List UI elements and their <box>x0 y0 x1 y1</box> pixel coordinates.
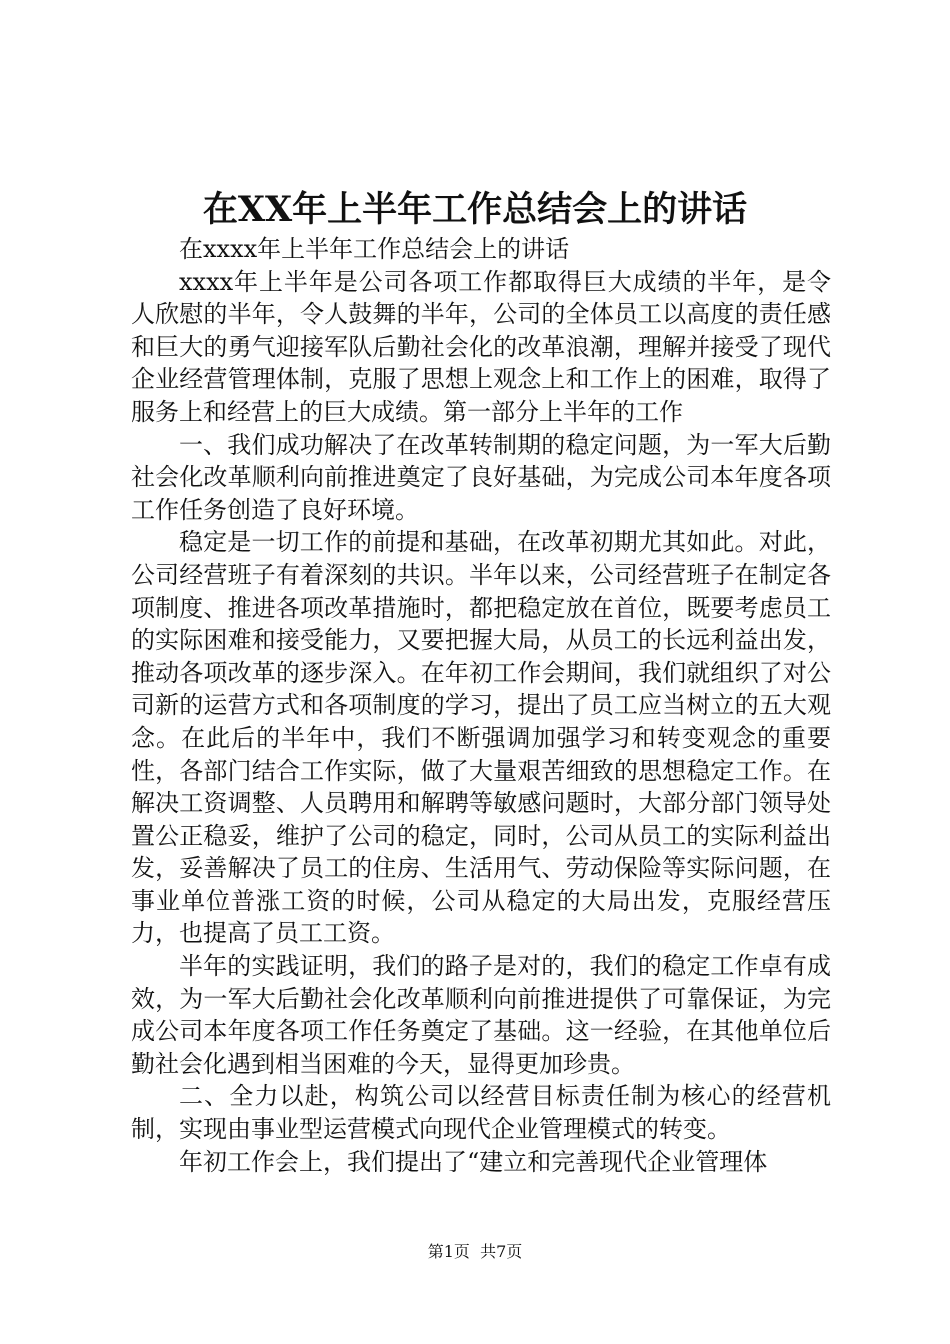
page-total: 共7页 <box>480 1242 523 1261</box>
document-title: 在XX年上半年工作总结会上的讲话 <box>202 189 748 230</box>
paragraph-practice-proof: 半年的实践证明，我们的路子是对的，我们的稳定工作卓有成效，为一军大后勤社会化改革顺利向前推进提供了可靠保证，为完成公司本年度各项工作任务奠定了基础。这一经验，在其他单位后勤社会化遇到相当困难的今天，显得更加珍贵。 <box>131 952 831 1078</box>
paragraph-section-two-heading: 二、全力以赴，构筑公司以经营目标责任制为核心的经营机制，实现由事业型运营模式向现代企业管理模式的转变。 <box>131 1082 831 1144</box>
paragraph-intro: xxxx年上半年是公司各项工作都取得巨大成绩的半年，是令人欣慰的半年，令人鼓舞的半年，公司的全体员工以高度的责任感和巨大的勇气迎接军队后勤社会化的改革浪潮，理解并接受了现代企业经营管理体制，克服了思想上观念上和工作上的困难，取得了服务上和经营上的巨大成绩。第一部分上半年的工作 <box>131 267 831 426</box>
page-number: 第1页 <box>427 1242 470 1261</box>
page-footer <box>0 1240 950 1264</box>
document-body <box>131 233 831 1178</box>
paragraph-annual-meeting: 年初工作会上，我们提出了“建立和完善现代企业管理体 <box>179 1147 768 1176</box>
paragraph-subtitle: 在xxxx年上半年工作总结会上的讲话 <box>179 235 570 263</box>
paragraph-stability: 稳定是一切工作的前提和基础，在改革初期尤其如此。对此，公司经营班子有着深刻的共识。半年以来，公司经营班子在制定各项制度、推进各项改革措施时，都把稳定放在首位，既要考虑员工的实际困难和接受能力，又要把握大局，从员工的长远利益出发，推动各项改革的逐步深入。在年初工作会期间，我们就组织了对公司新的运营方式和各项制度的学习，提出了员工应当树立的五大观念。在此后的半年中，我们不断强调加强学习和转变观念的重要性，各部门结合工作实际，做了大量艰苦细致的思想稳定工作。在解决工资调整、人员聘用和解聘等敏感问题时，大部分部门领导处置公正稳妥，维护了公司的稳定，同时，公司从员工的实际利益出发，妥善解决了员工的住房、生活用气、劳动保险等实际问题，在事业单位普涨工资的时候，公司从稳定的大局出发，克服经营压力，也提高了员工工资。 <box>131 528 831 948</box>
paragraph-section-one-heading: 一、我们成功解决了在改革转制期的稳定问题，为一军大后勤社会化改革顺利向前推进奠定了良好基础，为完成公司本年度各项工作任务创造了良好环境。 <box>131 430 831 524</box>
